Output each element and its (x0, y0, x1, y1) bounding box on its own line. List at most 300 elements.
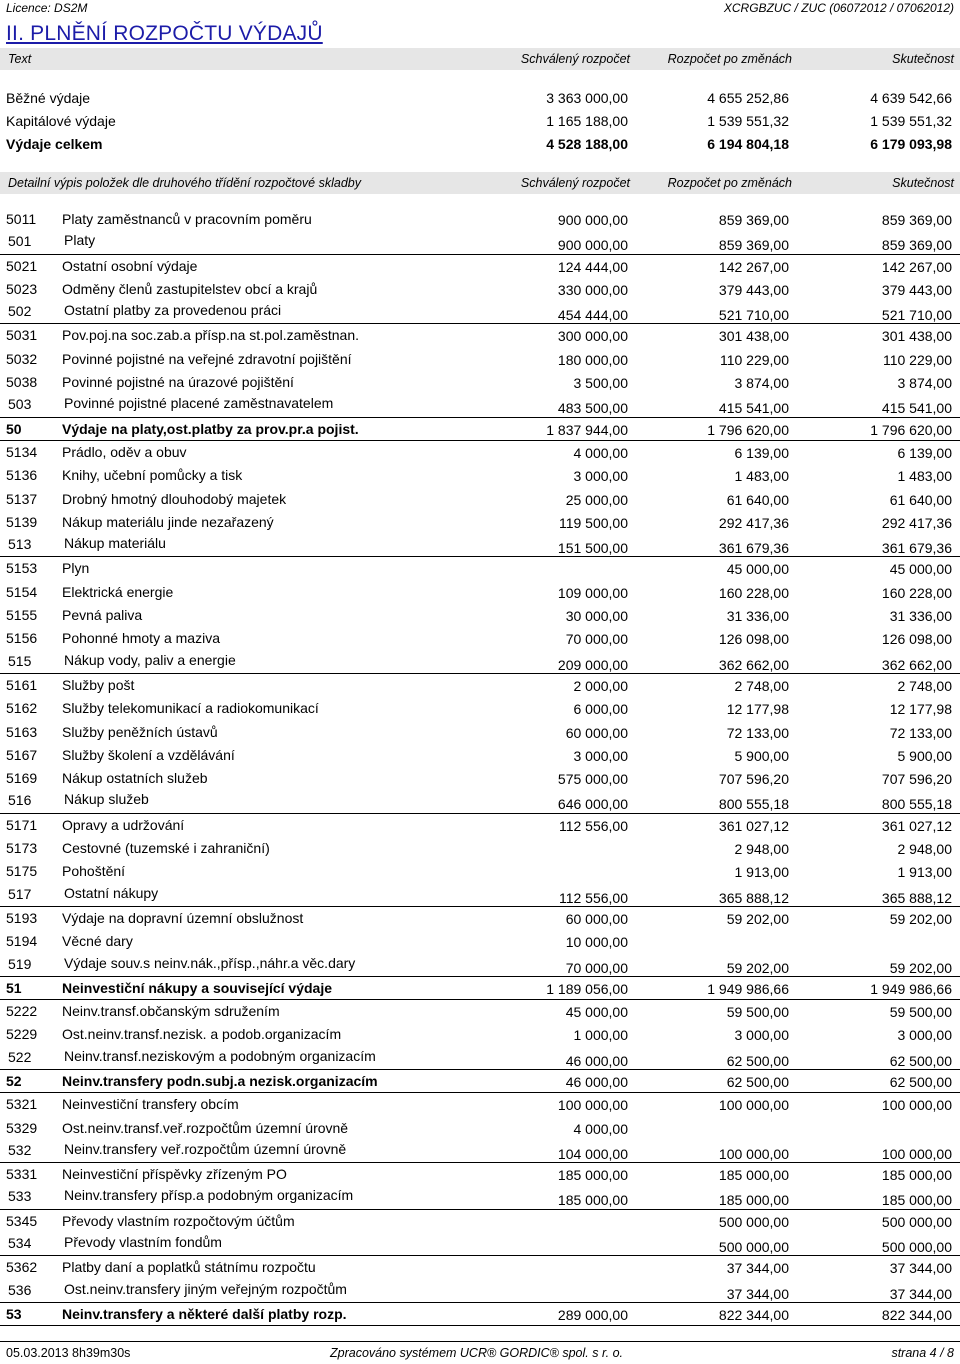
table-subtotal-row (0, 1047, 960, 1070)
row-text: Povinné pojistné placené zaměstnavatelem (64, 395, 334, 412)
row-approved: 46 000,00 (565, 1073, 628, 1090)
row-approved: 1 000,00 (573, 1027, 628, 1044)
row-approved: 10 000,00 (565, 934, 628, 951)
table-subtotal-row (0, 1233, 960, 1256)
row-code: 517 (8, 885, 32, 902)
row-text: Cestovné (tuzemské i zahraniční) (62, 840, 270, 857)
summary-label: Výdaje celkem (6, 136, 103, 152)
row-text: Neinv.transfery přísp.a podobným organizacím (64, 1187, 354, 1204)
row-actual: 110 229,00 (882, 351, 952, 368)
table-row (0, 604, 960, 627)
row-after-changes: 859 369,00 (718, 212, 789, 228)
row-after-changes: 1 913,00 (734, 864, 789, 881)
row-actual: 1 483,00 (897, 468, 952, 485)
row-code: 51 (6, 979, 22, 996)
table-row (0, 814, 960, 837)
row-approved: 4 000,00 (573, 444, 628, 461)
row-after-changes: 61 640,00 (726, 491, 789, 508)
row-text: Neinvestiční příspěvky zřízeným PO (62, 1166, 287, 1183)
row-approved: 100 000,00 (557, 1097, 628, 1114)
row-code: 5011 (6, 211, 37, 227)
row-approved: 483 500,00 (557, 400, 628, 417)
table-row (0, 464, 960, 487)
summary-label: Kapitálové výdaje (6, 113, 116, 129)
row-actual: 100 000,00 (881, 1145, 952, 1162)
row-approved: 289 000,00 (557, 1306, 628, 1323)
row-code: 5139 (6, 513, 38, 530)
table-subtotal-row (0, 884, 960, 907)
table-subtotal-row (0, 394, 960, 417)
row-actual: 59 202,00 (889, 959, 952, 976)
row-text: Ostatní nákupy (64, 884, 159, 901)
row-text: Pov.poj.na soc.zab.a přísp.na st.pol.zaměstnan. (62, 327, 360, 344)
row-actual: 301 438,00 (881, 328, 952, 345)
row-actual: 365 888,12 (881, 889, 952, 906)
table-subtotal-row (0, 651, 960, 674)
row-after-changes: 800 555,18 (718, 796, 789, 813)
row-approved: 3 500,00 (573, 375, 628, 392)
summary-approved: 1 165 188,00 (546, 113, 628, 129)
row-approved: 1 837 944,00 (546, 421, 628, 438)
row-code: 5031 (6, 327, 38, 344)
table-subtotal-row (0, 1140, 960, 1163)
row-text: Ost.neinv.transfery jiným veřejným rozpočtům (64, 1280, 347, 1297)
col-header-actual: Skutečnost (892, 52, 954, 66)
row-after-changes: 185 000,00 (718, 1167, 789, 1184)
row-text: Knihy, učební pomůcky a tisk (62, 467, 243, 484)
col-header-after-changes: Rozpočet po změnách (667, 52, 792, 66)
row-code: 532 (8, 1141, 32, 1158)
row-approved: 4 000,00 (573, 1120, 628, 1137)
row-actual: 185 000,00 (881, 1192, 952, 1209)
row-code: 5038 (6, 374, 38, 391)
row-actual: 361 027,12 (881, 817, 952, 834)
table-row (0, 581, 960, 604)
row-actual: 2 748,00 (897, 677, 952, 694)
row-actual: 361 679,36 (881, 540, 952, 557)
row-actual: 126 098,00 (881, 631, 952, 648)
row-actual: 37 344,00 (889, 1260, 952, 1277)
row-text: Neinv.transf.občanským sdružením (62, 1003, 280, 1020)
row-approved: 454 444,00 (557, 307, 628, 324)
table-subtotal-row (0, 231, 960, 254)
summary-row-current (0, 87, 960, 110)
row-approved: 1 189 056,00 (546, 980, 628, 997)
row-approved: 112 556,00 (558, 889, 628, 906)
row-after-changes: 379 443,00 (718, 281, 789, 298)
row-after-changes: 500 000,00 (718, 1239, 789, 1256)
row-after-changes: 361 027,12 (718, 817, 789, 834)
row-code: 52 (6, 1072, 22, 1089)
table-row (0, 1000, 960, 1023)
row-actual: 859 369,00 (881, 237, 952, 254)
row-approved: 112 556,00 (558, 817, 628, 834)
summary-approved: 3 363 000,00 (546, 90, 628, 106)
row-code: 5032 (6, 350, 38, 367)
row-actual: 800 555,18 (881, 796, 952, 813)
table-row (0, 208, 960, 231)
row-after-changes: 185 000,00 (718, 1192, 789, 1209)
table-row (0, 324, 960, 347)
row-approved: 30 000,00 (565, 608, 628, 625)
licence-label: Licence: DS2M (6, 1, 88, 15)
row-actual: 61 640,00 (889, 491, 952, 508)
row-approved: 6 000,00 (573, 701, 628, 718)
row-code: 53 (6, 1305, 22, 1322)
row-actual: 45 000,00 (889, 561, 952, 578)
row-actual: 37 344,00 (889, 1285, 952, 1302)
row-actual: 521 710,00 (881, 307, 952, 324)
table-row (0, 1163, 960, 1186)
row-text: Věcné dary (62, 933, 133, 950)
row-actual: 292 417,36 (881, 514, 952, 531)
row-approved: 185 000,00 (557, 1192, 628, 1209)
row-actual: 62 500,00 (889, 1052, 952, 1069)
row-actual: 12 177,98 (889, 701, 952, 718)
table-row (0, 1210, 960, 1233)
row-text: Služby školení a vzdělávání (62, 746, 235, 763)
row-code: 5329 (6, 1119, 38, 1136)
row-text: Ostatní platby za provedenou práci (64, 302, 282, 319)
detail-header-text: Detailní výpis položek dle druhového třídění rozpočtové skladby (8, 176, 361, 190)
table-row (0, 1256, 960, 1279)
summary-row-capital (0, 110, 960, 133)
table-subtotal-row (0, 301, 960, 324)
row-text: Nákup materiálu (64, 535, 166, 552)
table-subtotal-row (0, 1186, 960, 1209)
table-row (0, 930, 960, 953)
row-text: Neinvestiční transfery obcím (62, 1096, 239, 1113)
table-row (0, 1117, 960, 1140)
row-approved: 46 000,00 (565, 1052, 628, 1069)
summary-after-changes: 4 655 252,86 (707, 90, 789, 106)
row-after-changes: 160 228,00 (718, 584, 789, 601)
row-after-changes: 301 438,00 (718, 328, 789, 345)
table-row (0, 697, 960, 720)
row-text: Převody vlastním rozpočtovým účtům (62, 1212, 295, 1229)
row-actual: 3 874,00 (897, 375, 952, 392)
row-approved: 119 500,00 (558, 514, 628, 531)
row-after-changes: 59 202,00 (726, 910, 789, 927)
table-row (0, 511, 960, 534)
row-actual: 1 796 620,00 (870, 421, 952, 438)
row-after-changes: 362 662,00 (718, 656, 789, 673)
row-approved: 900 000,00 (557, 212, 628, 228)
row-code: 5136 (6, 467, 38, 484)
row-approved: 104 000,00 (557, 1145, 628, 1162)
row-text: Povinné pojistné na veřejné zdravotní pojištění (62, 350, 352, 367)
page-footer (0, 1341, 960, 1362)
row-actual: 31 336,00 (889, 608, 952, 625)
row-actual: 362 662,00 (881, 656, 952, 673)
row-text: Drobný hmotný dlouhodobý majetek (62, 490, 287, 507)
row-after-changes: 1 796 620,00 (707, 421, 789, 438)
row-actual: 185 000,00 (881, 1167, 952, 1184)
row-actual: 3 000,00 (897, 1027, 952, 1044)
row-text: Služby pošt (62, 676, 135, 693)
table-row (0, 278, 960, 301)
row-code: 5163 (6, 723, 38, 740)
row-after-changes: 292 417,36 (718, 514, 789, 531)
row-approved: 151 500,00 (557, 540, 628, 557)
table-group-total-row (0, 1070, 960, 1093)
table-group-total-row (0, 1303, 960, 1326)
row-code: 5154 (6, 583, 38, 600)
row-after-changes: 500 000,00 (718, 1213, 789, 1230)
footer-page-number: strana 4 / 8 (891, 1346, 954, 1360)
row-after-changes: 62 500,00 (726, 1073, 789, 1090)
row-after-changes: 521 710,00 (718, 307, 789, 324)
row-approved: 3 000,00 (573, 468, 628, 485)
row-approved: 2 000,00 (573, 677, 628, 694)
report-id-label: XCRGBZUC / ZUC (06072012 / 07062012) (723, 1, 954, 15)
row-actual: 2 948,00 (897, 841, 952, 858)
row-after-changes: 1 949 986,66 (707, 980, 789, 997)
table-group-total-row (0, 418, 960, 441)
row-approved: 330 000,00 (557, 281, 628, 298)
row-after-changes: 365 888,12 (718, 889, 789, 906)
row-actual: 5 900,00 (897, 747, 952, 764)
row-text: Nákup služeb (64, 791, 149, 808)
row-code: 5193 (6, 909, 38, 926)
row-text: Nákup ostatních služeb (62, 770, 208, 787)
table-subtotal-row (0, 954, 960, 977)
table-row (0, 488, 960, 511)
row-code: 5021 (6, 257, 38, 274)
row-text: Pohonné hmoty a maziva (62, 630, 220, 647)
report-top-bar (0, 0, 960, 16)
row-text: Výdaje souv.s neinv.nák.,přísp.,náhr.a věc.dary (64, 954, 356, 971)
row-after-changes: 822 344,00 (718, 1306, 789, 1323)
table-row (0, 557, 960, 580)
row-after-changes: 100 000,00 (718, 1097, 789, 1114)
row-text: Platy (64, 232, 96, 249)
row-code: 533 (8, 1188, 32, 1205)
table-subtotal-row (0, 534, 960, 557)
row-code: 503 (8, 396, 32, 413)
row-code: 5167 (6, 746, 38, 763)
row-actual: 707 596,20 (881, 771, 952, 788)
row-code: 5331 (6, 1166, 38, 1183)
row-code: 5156 (6, 630, 38, 647)
row-approved: 60 000,00 (565, 910, 628, 927)
row-after-changes: 110 229,00 (719, 351, 789, 368)
table-row (0, 744, 960, 767)
summary-row-total (0, 133, 960, 156)
row-after-changes: 6 139,00 (734, 444, 789, 461)
table-row (0, 767, 960, 790)
row-code: 5155 (6, 607, 38, 624)
table-row (0, 674, 960, 697)
row-text: Nákup materiálu jinde nezařazený (62, 513, 274, 530)
row-code: 5173 (6, 840, 38, 857)
table-row (0, 907, 960, 930)
row-actual: 415 541,00 (881, 400, 952, 417)
row-text: Elektrická energie (62, 583, 174, 600)
table-subtotal-row (0, 790, 960, 813)
row-after-changes: 142 267,00 (718, 258, 789, 275)
row-actual: 160 228,00 (881, 584, 952, 601)
row-after-changes: 12 177,98 (726, 701, 789, 718)
row-after-changes: 2 948,00 (734, 841, 789, 858)
row-code: 522 (8, 1048, 32, 1065)
col-header-after-changes: Rozpočet po změnách (667, 176, 792, 190)
row-after-changes: 37 344,00 (726, 1260, 789, 1277)
table-subtotal-row (0, 1280, 960, 1303)
row-after-changes: 126 098,00 (718, 631, 789, 648)
row-code: 5222 (6, 1003, 38, 1020)
col-header-approved: Schválený rozpočet (520, 176, 630, 190)
row-after-changes: 361 679,36 (718, 540, 789, 557)
row-actual: 59 202,00 (889, 910, 952, 927)
row-code: 5345 (6, 1212, 38, 1229)
row-text: Povinné pojistné na úrazové pojištění (62, 374, 294, 391)
row-code: 50 (6, 420, 22, 437)
row-code: 5169 (6, 770, 38, 787)
row-approved: 60 000,00 (565, 724, 628, 741)
row-text: Neinv.transfery podn.subj.a nezisk.organizacím (62, 1072, 378, 1089)
row-actual: 59 500,00 (889, 1004, 952, 1021)
table-row (0, 627, 960, 650)
detail-header-row (0, 172, 960, 194)
row-code: 5162 (6, 700, 38, 717)
row-after-changes: 5 900,00 (734, 747, 789, 764)
row-text: Ostatní osobní výdaje (62, 257, 198, 274)
row-approved: 646 000,00 (557, 796, 628, 813)
row-text: Platy zaměstnanců v pracovním poměru (62, 211, 312, 227)
row-approved: 900 000,00 (557, 237, 628, 254)
row-text: Opravy a udržování (62, 816, 185, 833)
row-actual: 500 000,00 (881, 1213, 952, 1230)
row-code: 5194 (6, 933, 38, 950)
row-text: Odměny členů zastupitelstev obcí a krajů (62, 280, 318, 297)
row-code: 5137 (6, 490, 38, 507)
row-code: 5321 (6, 1096, 38, 1113)
summary-label: Běžné výdaje (6, 90, 91, 106)
row-actual: 62 500,00 (889, 1073, 952, 1090)
row-text: Pevná paliva (62, 607, 143, 624)
row-after-changes: 62 500,00 (726, 1052, 789, 1069)
row-after-changes: 59 202,00 (726, 959, 789, 976)
summary-after-changes: 6 194 804,18 (707, 136, 789, 152)
table-row (0, 837, 960, 860)
row-actual: 72 133,00 (889, 724, 952, 741)
row-code: 501 (8, 233, 32, 250)
col-header-actual: Skutečnost (892, 176, 954, 190)
row-actual: 6 139,00 (897, 444, 952, 461)
row-text: Platby daní a poplatků státnímu rozpočtu (62, 1259, 316, 1276)
row-text: Ost.neinv.transf.veř.rozpočtům územní úrovně (62, 1119, 349, 1136)
table-row (0, 371, 960, 394)
row-approved: 3 000,00 (573, 747, 628, 764)
row-after-changes: 2 748,00 (734, 677, 789, 694)
row-code: 519 (8, 955, 32, 972)
row-text: Výdaje na dopravní územní obslužnost (62, 909, 304, 926)
row-text: Ost.neinv.transf.nezisk. a podob.organizacím (62, 1026, 342, 1043)
row-text: Služby peněžních ústavů (62, 723, 218, 740)
row-text: Pohoštění (62, 863, 126, 880)
summary-actual: 6 179 093,98 (870, 136, 952, 152)
row-code: 5362 (6, 1259, 38, 1276)
row-approved: 124 444,00 (557, 258, 628, 275)
row-text: Neinv.transfery a některé další platby rozp. (62, 1305, 347, 1322)
footer-processed-by: Zpracováno systémem UCR® GORDIC® spol. s r. o. (330, 1346, 624, 1360)
row-approved: 180 000,00 (557, 351, 628, 368)
table-row (0, 441, 960, 464)
row-code: 516 (8, 792, 32, 809)
row-after-changes: 859 369,00 (718, 237, 789, 254)
footer-timestamp: 05.03.2013 8h39m30s (6, 1346, 131, 1360)
row-code: 5153 (6, 560, 38, 577)
row-text: Neinv.transf.neziskovým a podobným organizacím (64, 1047, 376, 1064)
row-after-changes: 707 596,20 (718, 771, 789, 788)
summary-actual: 1 539 551,32 (870, 113, 952, 129)
summary-approved: 4 528 188,00 (546, 136, 628, 152)
row-approved: 70 000,00 (565, 959, 628, 976)
row-code: 5229 (6, 1026, 38, 1043)
row-code: 5023 (6, 280, 38, 297)
row-code: 5171 (6, 816, 38, 833)
row-actual: 822 344,00 (881, 1306, 952, 1323)
row-code: 536 (8, 1281, 32, 1298)
row-code: 5175 (6, 863, 38, 880)
row-approved: 209 000,00 (557, 656, 628, 673)
row-approved: 25 000,00 (565, 491, 628, 508)
page-title: II. PLNĚNÍ ROZPOČTU VÝDAJŮ (6, 22, 323, 45)
row-code: 502 (8, 303, 32, 320)
row-approved: 70 000,00 (565, 631, 628, 648)
row-approved: 45 000,00 (565, 1004, 628, 1021)
row-after-changes: 37 344,00 (726, 1285, 789, 1302)
row-after-changes: 1 483,00 (734, 468, 789, 485)
row-code: 534 (8, 1235, 32, 1252)
row-actual: 859 369,00 (881, 212, 952, 228)
row-after-changes: 415 541,00 (718, 400, 789, 417)
table-row (0, 1093, 960, 1116)
row-after-changes: 3 000,00 (734, 1027, 789, 1044)
table-row (0, 721, 960, 744)
row-after-changes: 3 874,00 (734, 375, 789, 392)
row-text: Neinv.transfery veř.rozpočtům územní úrovně (64, 1140, 347, 1157)
table-row (0, 1023, 960, 1046)
row-text: Neinvestiční nákupy a související výdaje (62, 979, 333, 996)
row-actual: 1 913,00 (897, 864, 952, 881)
row-code: 513 (8, 536, 32, 553)
col-header-approved: Schválený rozpočet (520, 52, 630, 66)
row-approved: 300 000,00 (557, 328, 628, 345)
summary-header-row (0, 48, 960, 70)
row-code: 5134 (6, 443, 38, 460)
col-header-text: Text (8, 52, 32, 66)
row-after-changes: 31 336,00 (726, 608, 789, 625)
row-text: Plyn (62, 560, 90, 577)
row-actual: 1 949 986,66 (870, 980, 952, 997)
row-approved: 575 000,00 (557, 771, 628, 788)
row-text: Prádlo, oděv a obuv (62, 443, 187, 460)
row-after-changes: 59 500,00 (726, 1004, 789, 1021)
row-actual: 142 267,00 (881, 258, 952, 275)
row-after-changes: 45 000,00 (726, 561, 789, 578)
table-row (0, 255, 960, 278)
summary-actual: 4 639 542,66 (870, 90, 952, 106)
row-code: 515 (8, 652, 32, 669)
row-after-changes: 72 133,00 (726, 724, 789, 741)
row-code: 5161 (6, 676, 38, 693)
row-approved: 109 000,00 (557, 584, 628, 601)
detail-table (0, 208, 960, 1326)
row-text: Služby telekomunikací a radiokomunikací (62, 700, 319, 717)
row-after-changes: 100 000,00 (718, 1145, 789, 1162)
